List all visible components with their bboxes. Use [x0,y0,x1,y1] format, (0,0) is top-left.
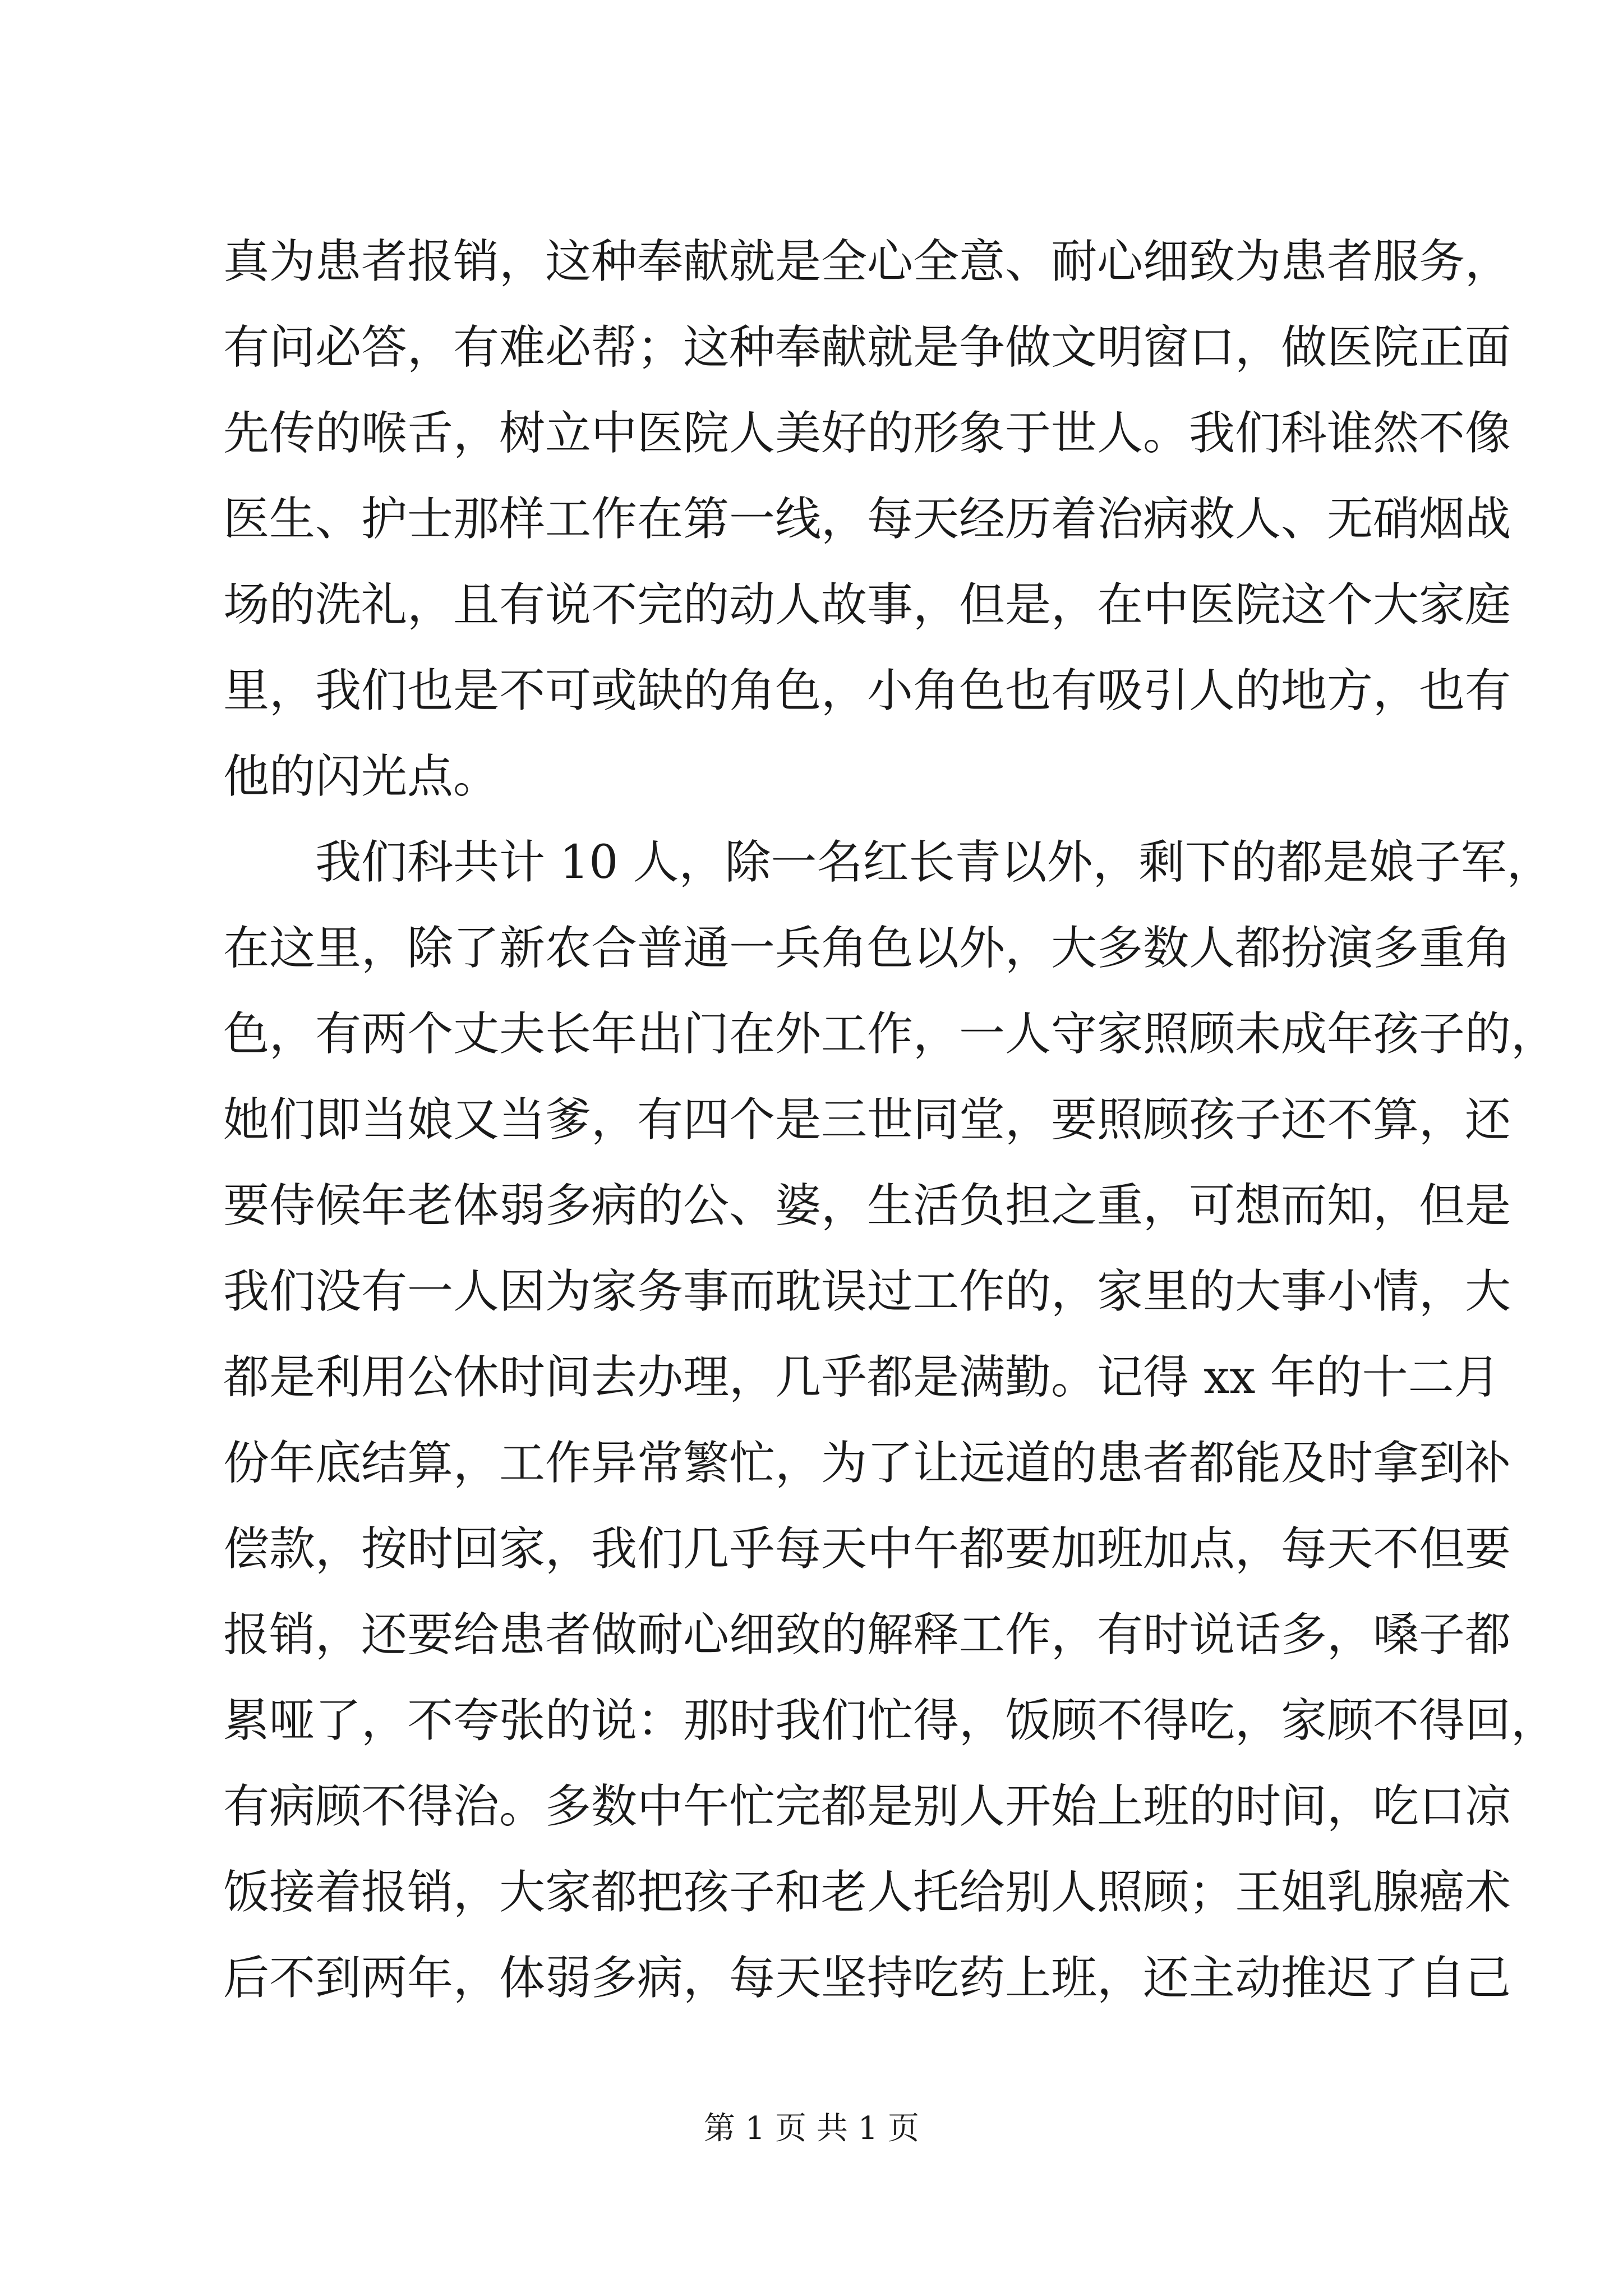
text-line: 真为患者报销，这种奉献就是全心全意、耐心细致为患者服务， [223,235,1511,288]
body-text [223,219,1557,2021]
text-line: 累哑了，不夸张的说：那时我们忙得，饭顾不得吃，家顾不得回， [223,1694,1557,1747]
text-line: 我们没有一人因为家务事而耽误过工作的，家里的大事小情，大 [223,1265,1511,1318]
text-line: 在这里，除了新农合普通一兵角色以外，大多数人都扮演多重角 [223,922,1511,975]
text-line: 都是利用公休时间去办理，几乎都是满勤。记得 xx 年的十二月 [223,1351,1500,1404]
text-line: 他的闪光点。 [223,750,500,803]
text-line: 份年底结算，工作异常繁忙，为了让远道的患者都能及时拿到补 [223,1437,1511,1490]
text-line: 她们即当娘又当爹，有四个是三世同堂，要照顾孩子还不算，还 [223,1093,1511,1147]
text-line: 饭接着报销，大家都把孩子和老人托给别人照顾；王姐乳腺癌术 [223,1866,1511,1919]
text-line: 色，有两个丈夫长年出门在外工作，一人守家照顾未成年孩子的， [223,1007,1557,1061]
paragraph-first-line: 我们科共计 10 人，除一名红长青以外，剩下的都是娘子军， [315,836,1553,889]
text-line: 场的洗礼，且有说不完的动人故事，但是，在中医院这个大家庭 [223,578,1511,632]
text-line: 要侍候年老体弱多病的公、婆，生活负担之重，可想而知，但是 [223,1179,1511,1232]
text-line: 有病顾不得治。多数中午忙完都是别人开始上班的时间，吃口凉 [223,1780,1511,1833]
text-line: 偿款，按时回家，我们几乎每天中午都要加班加点，每天不但要 [223,1522,1511,1576]
text-line: 后不到两年，体弱多病，每天坚持吃药上班，还主动推迟了自己 [223,1952,1511,2005]
text-line: 里，我们也是不可或缺的角色，小角色也有吸引人的地方，也有 [223,664,1511,717]
text-line: 先传的喉舌，树立中医院人美好的形象于世人。我们科谁然不像 [223,407,1511,460]
text-line: 医生、护士那样工作在第一线，每天经历着治病救人、无硝烟战 [223,493,1511,546]
text-line: 有问必答，有难必帮；这种奉献就是争做文明窗口，做医院正面 [223,321,1511,374]
text-line: 报销，还要给患者做耐心细致的解释工作，有时说话多，嗓子都 [223,1608,1511,1662]
page-number-footer: 第 1 页 共 1 页 [703,2110,920,2147]
